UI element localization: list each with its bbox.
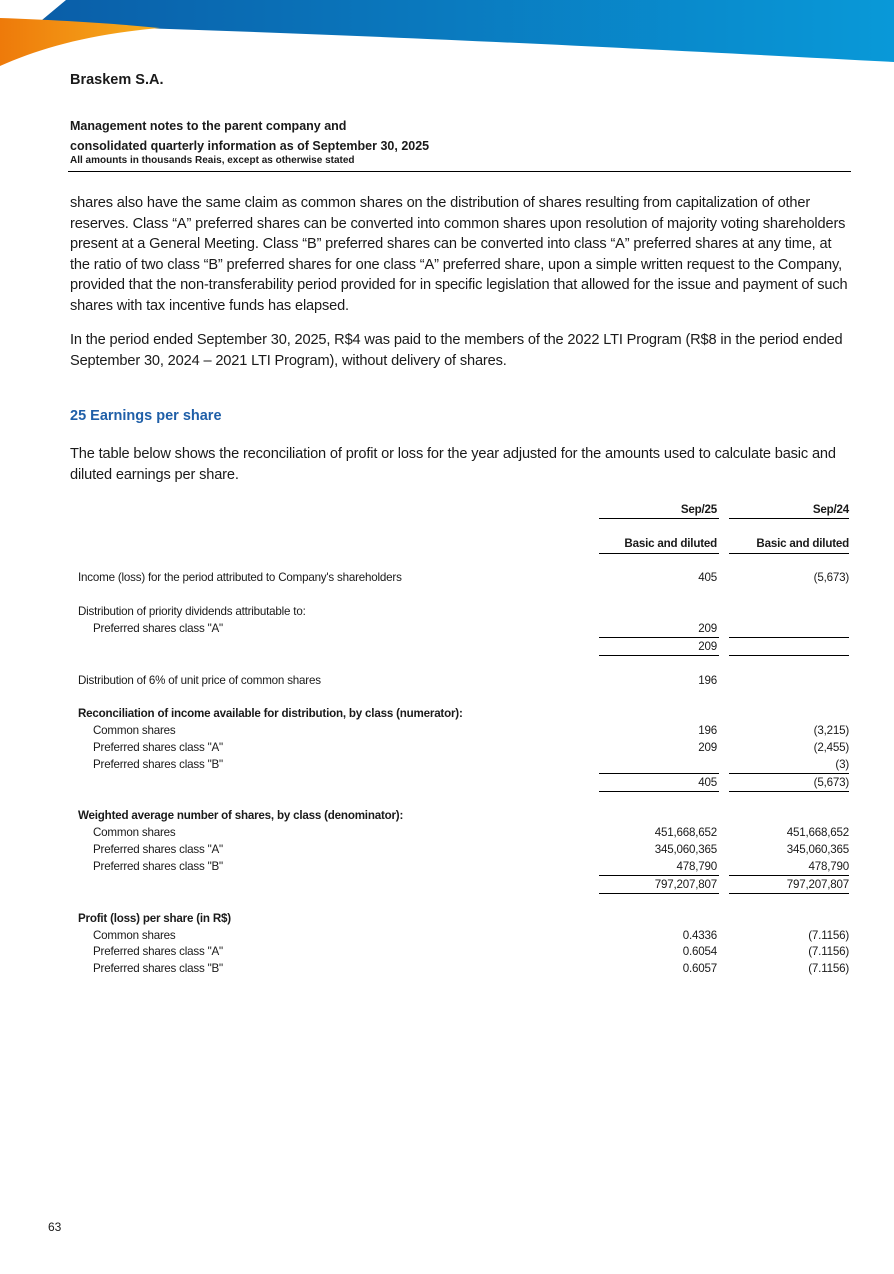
- table-row: [0, 724, 894, 741]
- row-group-label: Reconciliation of income available for distribution, by class (numerator):: [78, 707, 463, 720]
- value-sep24: (2,455): [813, 741, 849, 754]
- total-sep25: 797,207,807: [654, 878, 717, 891]
- table-header-basis: [0, 537, 894, 554]
- value-sep25: 209: [698, 622, 717, 635]
- column-header-sep24: Sep/24: [812, 503, 849, 516]
- table-row: [0, 674, 894, 691]
- divider: [599, 773, 719, 774]
- value-sep25: 0.4336: [682, 929, 717, 942]
- row-label: Preferred shares class "A": [93, 741, 223, 754]
- divider: [729, 875, 849, 876]
- row-label: Income (loss) for the period attributed to Company's shareholders: [78, 571, 402, 584]
- total-sep25: 209: [698, 640, 717, 653]
- divider: [599, 875, 719, 876]
- row-group-label: Profit (loss) per share (in R$): [78, 912, 231, 925]
- value-sep24: 345,060,365: [786, 843, 849, 856]
- divider: [729, 553, 849, 554]
- column-header-sep25: Sep/25: [680, 503, 717, 516]
- row-label: Preferred shares class "B": [93, 860, 223, 873]
- row-label: Preferred shares class "A": [93, 622, 223, 635]
- divider: [729, 518, 849, 519]
- divider: [599, 655, 719, 656]
- value-sep25: 0.6054: [682, 945, 717, 958]
- table-row: [0, 809, 894, 826]
- table-row: [0, 912, 894, 929]
- row-label: Common shares: [93, 826, 176, 839]
- divider: [729, 893, 849, 894]
- value-sep25: 345,060,365: [654, 843, 717, 856]
- value-sep24: 451,668,652: [786, 826, 849, 839]
- value-sep24: (7.1156): [808, 929, 849, 942]
- value-sep25: 196: [698, 724, 717, 737]
- value-sep25: 196: [698, 674, 717, 687]
- row-label: Distribution of 6% of unit price of common shares: [78, 674, 321, 687]
- divider: [599, 791, 719, 792]
- paragraph-table-intro: The table below shows the reconciliation of profit or loss for the year adjusted for the amounts used to calculate basic and diluted earnings per share.: [70, 446, 836, 483]
- column-subheader-sep25: Basic and diluted: [624, 537, 717, 550]
- table-row: [0, 571, 894, 588]
- divider: [599, 893, 719, 894]
- value-sep25: 0.6057: [682, 962, 717, 975]
- column-subheader-sep24: Basic and diluted: [756, 537, 849, 550]
- value-sep24: (7.1156): [808, 962, 849, 975]
- paragraph-lti-program: In the period ended September 30, 2025, R$4 was paid to the members of the 2022 LTI Program (R$8 in the period ended September 30, 2024 – 2021 LTI Program), without delivery of shares.: [70, 332, 843, 369]
- table-row: [0, 843, 894, 860]
- divider: [599, 518, 719, 519]
- table-row: [0, 826, 894, 843]
- paragraph-share-classes: shares also have the same claim as common shares on the distribution of shares resulting from capitalization of other reserves. Class “A” preferred shares can be converted into common shares upon resolution of majority voting shareholders present at a General Meeting. Class “B” preferred shares can be converted into class “A” preferred shares at any time, at the ratio of two class “B” preferred shares for one class “A” preferred share, upon a simple written request to the Company, provided that the non-transferability period provided for in specific legislation that allowed for the issue and payment of such shares with tax incentive funds has elapsed.: [70, 195, 848, 314]
- value-sep24: 478,790: [808, 860, 849, 873]
- value-sep25: 478,790: [676, 860, 717, 873]
- row-label: Preferred shares class "A": [93, 843, 223, 856]
- document-title-line2: consolidated quarterly information as of September 30, 2025: [70, 139, 430, 153]
- divider: [729, 773, 849, 774]
- header-divider: [68, 171, 851, 172]
- value-sep24: (5,673): [813, 571, 849, 584]
- total-sep24: (5,673): [813, 776, 849, 789]
- divider: [599, 637, 719, 638]
- table-row: [0, 605, 894, 622]
- document-title-line1: Management notes to the parent company and: [70, 119, 347, 133]
- table-row: [0, 707, 894, 724]
- section-title: 25 Earnings per share: [70, 408, 222, 424]
- total-sep25: 405: [698, 776, 717, 789]
- divider: [729, 791, 849, 792]
- value-sep25: 451,668,652: [654, 826, 717, 839]
- row-label: Preferred shares class "A": [93, 945, 223, 958]
- document-title: [70, 116, 429, 156]
- divider: [729, 655, 849, 656]
- table-row: [0, 741, 894, 758]
- divider: [599, 553, 719, 554]
- value-sep24: (3): [835, 758, 849, 771]
- value-sep25: 405: [698, 571, 717, 584]
- table-row: [0, 945, 894, 962]
- amounts-note: All amounts in thousands Reais, except as otherwise stated: [70, 155, 355, 166]
- value-sep25: 209: [698, 741, 717, 754]
- page-number: 63: [48, 1220, 62, 1234]
- value-sep24: (3,215): [813, 724, 849, 737]
- header-banner: [0, 0, 894, 80]
- row-group-label: Distribution of priority dividends attributable to:: [78, 605, 306, 618]
- divider: [729, 637, 849, 638]
- row-group-label: Weighted average number of shares, by class (denominator):: [78, 809, 404, 822]
- row-label: Common shares: [93, 724, 176, 737]
- value-sep24: (7.1156): [808, 945, 849, 958]
- table-row: [0, 929, 894, 946]
- row-label: Preferred shares class "B": [93, 758, 223, 771]
- total-sep24: 797,207,807: [786, 878, 849, 891]
- table-row: [0, 962, 894, 979]
- company-name: Braskem S.A.: [70, 72, 164, 88]
- row-label: Common shares: [93, 929, 176, 942]
- row-label: Preferred shares class "B": [93, 962, 223, 975]
